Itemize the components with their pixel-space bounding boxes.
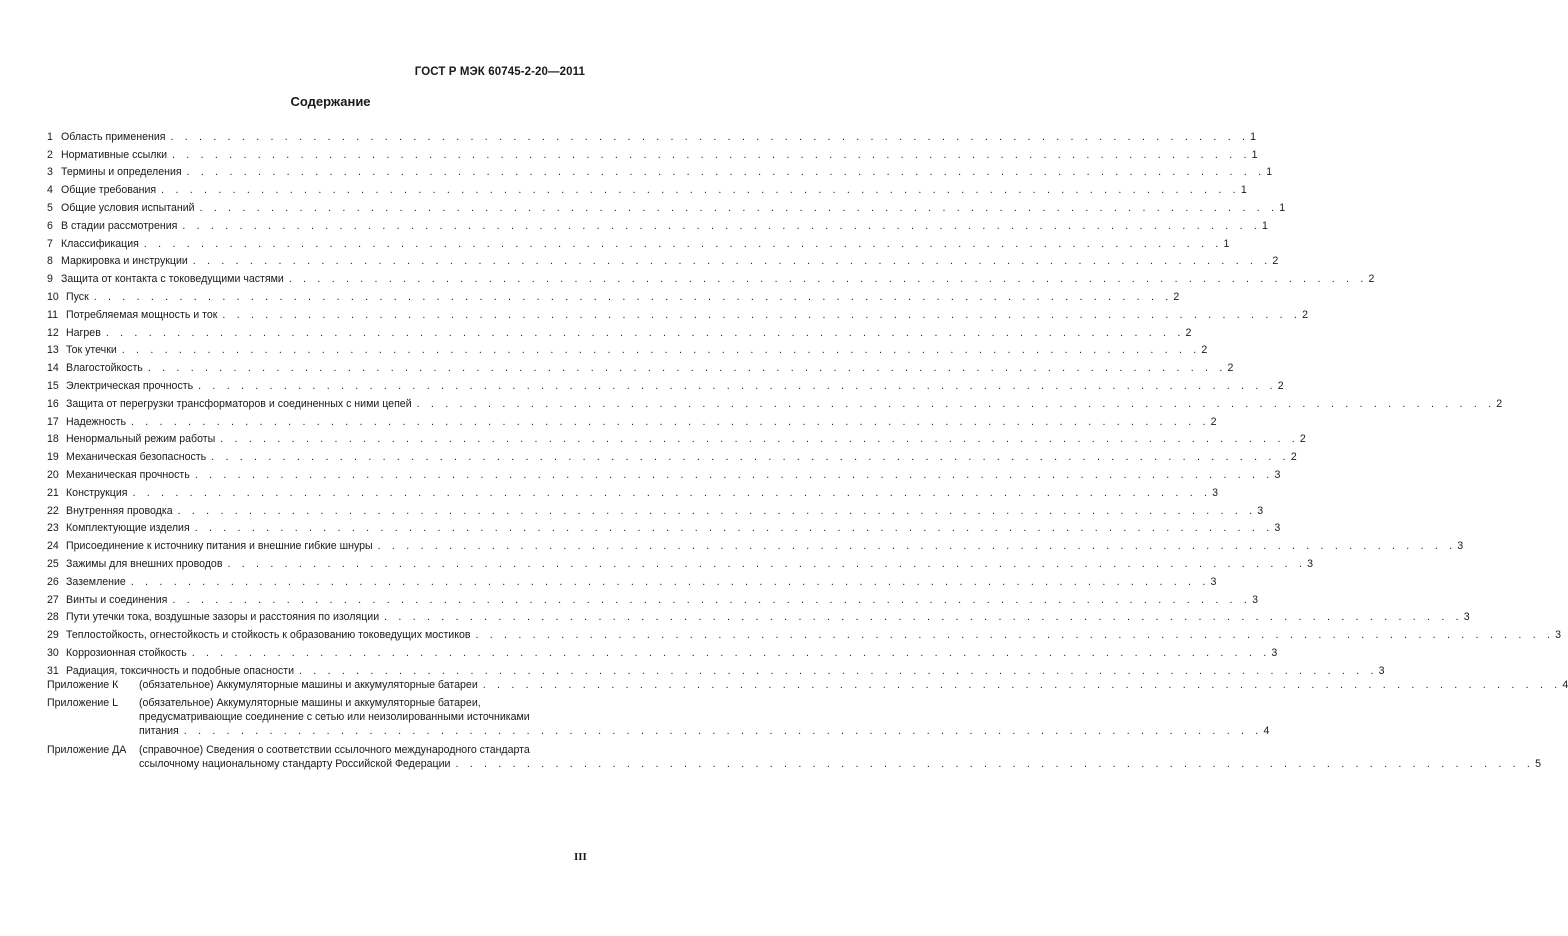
toc-item-page-number: 2 — [1290, 451, 1297, 464]
appendix-page-number: 5 — [1535, 757, 1541, 770]
dot-leader: . . . . . . . . . . . . . . . . . . . . . . . . . . . . . . . . . . . . . . . . . . . . . . . . . . . . . . . . . . . . . . . . . . . . . . . . . . . . — [198, 379, 1277, 392]
toc-item-number: 13 — [47, 344, 59, 357]
toc-item-page-number: 3 — [1252, 593, 1258, 606]
toc-item[interactable] — [47, 232, 1230, 250]
toc-item-title: Конструкция — [66, 486, 128, 499]
appendix-title-line: предусматривающие соединение с сетью или неизолированными источниками — [139, 710, 530, 723]
toc-item-title: Надежность — [66, 415, 126, 428]
page-number: III — [574, 851, 587, 863]
toc-item-page-number: 2 — [1277, 379, 1284, 392]
toc-items — [47, 125, 1562, 677]
toc-item-page-number: 3 — [1274, 522, 1281, 535]
toc-item-number: 14 — [47, 362, 59, 375]
toc-item-title: Защита от контакта с токоведущими частями — [61, 273, 284, 286]
dot-leader: . . . . . . . . . . . . . . . . . . . . . . . . . . . . . . . . . . . . . . . . . . . . . . . . . . . . . . . . . . . . . . . . . . . . . . . . . . . . — [170, 130, 1250, 143]
appendix-title-line: ссылочному национальному стандарту Российской Федерации — [139, 757, 451, 770]
appendix-title-line: (обязательное) Аккумуляторные машины и аккумуляторные батареи — [139, 678, 478, 691]
toc-item-number: 31 — [47, 664, 59, 677]
toc-item-title: Винты и соединения — [66, 593, 168, 606]
appendix-line — [139, 711, 1269, 725]
toc-item-page-number: 3 — [1463, 611, 1470, 624]
toc-item-page-number: 1 — [1240, 184, 1247, 197]
toc-item-number: 21 — [47, 486, 59, 499]
appendix-line — [139, 679, 1568, 693]
toc-item-number: 27 — [47, 593, 59, 606]
toc-item-page-number: 2 — [1299, 433, 1306, 446]
toc-item[interactable] — [47, 339, 1208, 357]
toc-item-title: Присоединение к источнику питания и внешние гибкие шнуры — [66, 540, 373, 553]
toc-item-number: 10 — [47, 290, 59, 303]
toc-item[interactable] — [47, 481, 1219, 499]
toc-item-page-number: 2 — [1302, 308, 1308, 321]
toc-item-page-number: 3 — [1210, 575, 1217, 588]
toc-item-title: Пути утечки тока, воздушные зазоры и расстояния по изоляции — [66, 611, 380, 624]
toc-item-number: 25 — [47, 557, 59, 570]
toc-item-number: 7 — [47, 237, 53, 250]
toc-item[interactable] — [47, 161, 1273, 179]
dot-leader: . . . . . . . . . . . . . . . . . . . . . . . . . . . . . . . . . . . . . . . . . . . . . . . . . . . . . . . . . . . . . . . . . . . . . . . . . . . . — [211, 451, 1290, 464]
appendix-line — [139, 697, 1269, 711]
toc-item-number: 12 — [47, 326, 59, 339]
toc-appendix-l[interactable] — [47, 696, 1270, 739]
dot-leader: . . . . . . . . . . . . . . . . . . . . . . . . . . . . . . . . . . . . . . . . . . . . . . . . . . . . . . . . . . . . . . . . . . . . . . . . . . . . — [132, 486, 1212, 499]
table-of-contents — [47, 125, 1568, 772]
toc-item-number: 28 — [47, 611, 59, 624]
toc-item-title: Зажимы для внешних проводов — [66, 557, 223, 570]
toc-item[interactable] — [47, 410, 1217, 428]
appendix-body — [139, 744, 1541, 772]
toc-item-title: Термины и определения — [61, 166, 182, 179]
appendix-label: Приложение К — [47, 678, 119, 691]
toc-item-page-number: 1 — [1250, 130, 1257, 143]
toc-item[interactable] — [47, 392, 1503, 410]
appendix-page-number: 4 — [1562, 678, 1568, 691]
toc-item-number: 8 — [47, 255, 53, 268]
toc-item[interactable] — [47, 178, 1247, 197]
toc-item-page-number: 3 — [1257, 504, 1264, 517]
toc-item-number: 22 — [47, 504, 59, 517]
toc-item[interactable] — [47, 143, 1258, 161]
toc-item-number: 26 — [47, 575, 59, 588]
toc-item-page-number: 1 — [1223, 237, 1230, 250]
toc-item[interactable] — [47, 534, 1464, 553]
toc-item-page-number: 1 — [1266, 166, 1273, 179]
dot-leader: . . . . . . . . . . . . . . . . . . . . . . . . . . . . . . . . . . . . . . . . . . . . . . . . . . . . . . . . . . . . . . . . . . . . . . . . . . . . — [186, 166, 1266, 179]
toc-item[interactable] — [47, 267, 1375, 286]
toc-item[interactable] — [47, 285, 1180, 303]
toc-item[interactable] — [47, 321, 1192, 339]
toc-item[interactable] — [47, 517, 1281, 535]
appendix-title-line: питания — [139, 724, 179, 737]
toc-item-title: Ненормальный режим работы — [66, 433, 216, 446]
toc-item-title: Механическая прочность — [66, 468, 190, 481]
toc-item-title: Классификация — [61, 237, 139, 250]
toc-item[interactable] — [47, 659, 1385, 677]
dot-leader: . . . . . . . . . . . . . . . . . . . . . . . . . . . . . . . . . . . . . . . . . . . . . . . . . . . . . . . . . . . . . . . . . . . . . . . . . . . . — [288, 273, 1368, 286]
appendix-title-line: (обязательное) Аккумуляторные машины и аккумуляторные батареи, — [139, 696, 481, 709]
toc-item-page-number: 2 — [1210, 415, 1217, 428]
dot-leader: . . . . . . . . . . . . . . . . . . . . . . . . . . . . . . . . . . . . . . . . . . . . . . . . . . . . . . . . . . . . . . . . . . . . . . . . . . . . — [143, 237, 1223, 250]
toc-item-page-number: 2 — [1173, 290, 1180, 303]
toc-item-title: Механическая безопасность — [66, 451, 207, 464]
toc-item-page-number: 3 — [1307, 557, 1313, 570]
toc-item-number: 23 — [47, 522, 59, 535]
toc-item-page-number: 1 — [1262, 219, 1268, 232]
toc-item-title: Влагостойкость — [66, 362, 143, 375]
toc-item-page-number: 3 — [1378, 664, 1385, 677]
appendix-label: Приложение ДА — [47, 743, 127, 756]
toc-item[interactable] — [47, 250, 1279, 268]
dot-leader: . . . . . . . . . . . . . . . . . . . . . . . . . . . . . . . . . . . . . . . . . . . . . . . . . . . . . . . . . . . . . . . . . . . . . . . . . . . . — [194, 522, 1274, 535]
toc-item[interactable] — [47, 374, 1284, 392]
toc-item-number: 4 — [47, 184, 53, 197]
toc-item-page-number: 2 — [1496, 397, 1503, 410]
dot-leader: . . . . . . . . . . . . . . . . . . . . . . . . . . . . . . . . . . . . . . . . . . . . . . . . . . . . . . . . . . . . . . . . . . . . . . . . . . . . — [172, 593, 1252, 606]
toc-item-title: Заземление — [66, 575, 126, 588]
dot-leader: . . . . . . . . . . . . . . . . . . . . . . . . . . . . . . . . . . . . . . . . . . . . . . . . . . . . . . . . . . . . . . . . . . . . . . . . . . . . — [377, 540, 1457, 553]
dot-leader: . . . . . . . . . . . . . . . . . . . . . . . . . . . . . . . . . . . . . . . . . . . . . . . . . . . . . . . . . . . . . . . . . . . . . . . . . . . . — [183, 724, 1263, 737]
toc-item[interactable] — [47, 641, 1278, 659]
toc-item-title: Нагрев — [66, 326, 101, 339]
dot-leader: . . . . . . . . . . . . . . . . . . . . . . . . . . . . . . . . . . . . . . . . . . . . . . . . . . . . . . . . . . . . . . . . . . . . . . . . . . . . — [172, 148, 1251, 161]
toc-item[interactable] — [47, 463, 1281, 481]
dot-leader: . . . . . . . . . . . . . . . . . . . . . . . . . . . . . . . . . . . . . . . . . . . . . . . . . . . . . . . . . . . . . . . . . . . . . . . . . . . . — [384, 611, 1463, 624]
standard-code: ГОСТ Р МЭК 60745-2-20—2011 — [414, 66, 585, 78]
toc-item-title: Общие требования — [61, 184, 157, 197]
toc-item-title: Коррозионная стойкость — [66, 646, 187, 659]
toc-item[interactable] — [47, 623, 1562, 642]
dot-leader: . . . . . . . . . . . . . . . . . . . . . . . . . . . . . . . . . . . . . . . . . . . . . . . . . . . . . . . . . . . . . . . . . . . . . . . . . . . . — [455, 757, 1535, 770]
toc-item-title: Маркировка и инструкции — [61, 255, 188, 268]
toc-item-title: Электрическая прочность — [66, 379, 194, 392]
toc-item[interactable] — [47, 499, 1264, 517]
toc-item[interactable] — [47, 570, 1217, 588]
dot-leader: . . . . . . . . . . . . . . . . . . . . . . . . . . . . . . . . . . . . . . . . . . . . . . . . . . . . . . . . . . . . . . . . . . . . . . . . . . . . — [482, 678, 1562, 691]
toc-item-title: Комплектующие изделия — [66, 522, 190, 535]
toc-item-number: 3 — [47, 166, 53, 179]
toc-item-title: Радиация, токсичность и подобные опасности — [66, 664, 294, 677]
toc-item-number: 11 — [47, 308, 58, 321]
toc-item-page-number: 2 — [1201, 344, 1208, 357]
toc-item[interactable] — [47, 214, 1268, 232]
appendix-label: Приложение L — [47, 696, 118, 709]
toc-item-number: 20 — [47, 468, 59, 481]
dot-leader: . . . . . . . . . . . . . . . . . . . . . . . . . . . . . . . . . . . . . . . . . . . . . . . . . . . . . . . . . . . . . . . . . . . . . . . . . . . . — [220, 433, 1299, 446]
toc-item-page-number: 3 — [1212, 486, 1219, 499]
toc-item-page-number: 3 — [1457, 540, 1464, 553]
toc-item-page-number: 2 — [1185, 326, 1192, 339]
toc-item[interactable] — [47, 445, 1297, 464]
toc-item-title: Общие условия испытаний — [61, 201, 195, 214]
dot-leader: . . . . . . . . . . . . . . . . . . . . . . . . . . . . . . . . . . . . . . . . . . . . . . . . . . . . . . . . . . . . . . . . . . . . . . . . . . . . — [182, 219, 1261, 232]
dot-leader: . . . . . . . . . . . . . . . . . . . . . . . . . . . . . . . . . . . . . . . . . . . . . . . . . . . . . . . . . . . . . . . . . . . . . . . . . . . . — [130, 575, 1210, 588]
toc-appendix-k[interactable] — [47, 678, 1568, 693]
toc-item[interactable] — [47, 303, 1308, 321]
dot-leader: . . . . . . . . . . . . . . . . . . . . . . . . . . . . . . . . . . . . . . . . . . . . . . . . . . . . . . . . . . . . . . . . . . . . . . . . . . . . — [191, 646, 1271, 659]
appendix-title-line: (справочное) Сведения о соответствии ссылочного международного стандарта — [139, 743, 530, 756]
dot-leader: . . . . . . . . . . . . . . . . . . . . . . . . . . . . . . . . . . . . . . . . . . . . . . . . . . . . . . . . . . . . . . . . . . . . . . . . . . . . — [121, 344, 1201, 357]
toc-item-page-number: 1 — [1251, 148, 1258, 161]
appendix-line — [139, 725, 1269, 739]
toc-item-title: Ток утечки — [66, 344, 117, 357]
toc-item-page-number: 2 — [1227, 362, 1234, 375]
appendix-body — [139, 697, 1269, 739]
toc-item-number: 9 — [47, 273, 53, 286]
toc-item-page-number: 1 — [1279, 201, 1286, 214]
toc-item-number: 6 — [47, 219, 53, 232]
dot-leader: . . . . . . . . . . . . . . . . . . . . . . . . . . . . . . . . . . . . . . . . . . . . . . . . . . . . . . . . . . . . . . . . . . . . . . . . . . . . — [416, 397, 1496, 410]
toc-item-number: 16 — [47, 397, 59, 410]
toc-item-number: 18 — [47, 433, 59, 446]
appendix-line — [139, 744, 1541, 758]
appendix-line — [139, 758, 1541, 772]
appendix-body — [139, 679, 1568, 693]
dot-leader: . . . . . . . . . . . . . . . . . . . . . . . . . . . . . . . . . . . . . . . . . . . . . . . . . . . . . . . . . . . . . . . . . . . . . . . . . . . . — [147, 362, 1227, 375]
toc-item-title: Пуск — [66, 290, 89, 303]
toc-item-title: Область применения — [61, 130, 166, 143]
toc-item[interactable] — [47, 588, 1258, 606]
toc-item-number: 24 — [47, 540, 59, 553]
toc-item-title: В стадии рассмотрения — [61, 219, 178, 232]
toc-item[interactable] — [47, 428, 1306, 446]
toc-item-title: Потребляемая мощность и ток — [66, 308, 218, 321]
toc-item[interactable] — [47, 606, 1470, 624]
toc-item-page-number: 2 — [1272, 255, 1279, 268]
toc-item-page-number: 3 — [1274, 468, 1281, 481]
toc-item-number: 5 — [47, 201, 53, 214]
toc-item[interactable] — [47, 125, 1257, 143]
toc-item[interactable] — [47, 196, 1286, 214]
dot-leader: . . . . . . . . . . . . . . . . . . . . . . . . . . . . . . . . . . . . . . . . . . . . . . . . . . . . . . . . . . . . . . . . . . . . . . . . . . . . — [199, 201, 1279, 214]
dot-leader: . . . . . . . . . . . . . . . . . . . . . . . . . . . . . . . . . . . . . . . . . . . . . . . . . . . . . . . . . . . . . . . . . . . . . . . . . . . . — [105, 326, 1185, 339]
appendix-page-number: 4 — [1263, 724, 1270, 737]
dot-leader: . . . . . . . . . . . . . . . . . . . . . . . . . . . . . . . . . . . . . . . . . . . . . . . . . . . . . . . . . . . . . . . . . . . . . . . . . . . . — [299, 664, 1378, 677]
toc-item-title: Внутренняя проводка — [66, 504, 173, 517]
toc-item-page-number: 2 — [1368, 273, 1375, 286]
dot-leader: . . . . . . . . . . . . . . . . . . . . . . . . . . . . . . . . . . . . . . . . . . . . . . . . . . . . . . . . . . . . . . . . . . . . . . . . . . . . — [192, 255, 1272, 268]
toc-item-page-number: 3 — [1555, 629, 1562, 642]
toc-appendix-da[interactable] — [47, 743, 1541, 772]
dot-leader: . . . . . . . . . . . . . . . . . . . . . . . . . . . . . . . . . . . . . . . . . . . . . . . . . . . . . . . . . . . . . . . . . . . . . . . . . . . . — [227, 557, 1307, 570]
toc-item-number: 15 — [47, 379, 59, 392]
toc-item-number: 1 — [47, 130, 53, 143]
toc-item-title: Защита от перегрузки трансформаторов и соединенных с ними цепей — [66, 397, 412, 410]
toc-item-title: Теплостойкость, огнестойкость и стойкость к образованию токоведущих мостиков — [66, 629, 471, 642]
dot-leader: . . . . . . . . . . . . . . . . . . . . . . . . . . . . . . . . . . . . . . . . . . . . . . . . . . . . . . . . . . . . . . . . . . . . . . . . . . . . — [194, 468, 1274, 481]
dot-leader: . . . . . . . . . . . . . . . . . . . . . . . . . . . . . . . . . . . . . . . . . . . . . . . . . . . . . . . . . . . . . . . . . . . . . . . . . . . . — [131, 415, 1210, 428]
dot-leader: . . . . . . . . . . . . . . . . . . . . . . . . . . . . . . . . . . . . . . . . . . . . . . . . . . . . . . . . . . . . . . . . . . . . . . . . . . . . — [93, 290, 1173, 303]
toc-item-number: 29 — [47, 629, 59, 642]
dot-leader: . . . . . . . . . . . . . . . . . . . . . . . . . . . . . . . . . . . . . . . . . . . . . . . . . . . . . . . . . . . . . . . . . . . . . . . . . . . . — [177, 504, 1257, 517]
toc-item-page-number: 3 — [1271, 646, 1278, 659]
dot-leader: . . . . . . . . . . . . . . . . . . . . . . . . . . . . . . . . . . . . . . . . . . . . . . . . . . . . . . . . . . . . . . . . . . . . . . . . . . . . — [161, 184, 1240, 197]
toc-item[interactable] — [47, 356, 1234, 375]
dot-leader: . . . . . . . . . . . . . . . . . . . . . . . . . . . . . . . . . . . . . . . . . . . . . . . . . . . . . . . . . . . . . . . . . . . . . . . . . . . . — [222, 308, 1302, 321]
toc-item-number: 19 — [47, 451, 59, 464]
toc-item-number: 30 — [47, 646, 59, 659]
dot-leader: . . . . . . . . . . . . . . . . . . . . . . . . . . . . . . . . . . . . . . . . . . . . . . . . . . . . . . . . . . . . . . . . . . . . . . . . . . . . — [475, 629, 1555, 642]
toc-item-number: 2 — [47, 148, 53, 161]
toc-item[interactable] — [47, 552, 1313, 570]
toc-item-title: Нормативные ссылки — [61, 148, 168, 161]
toc-title: Содержание — [290, 94, 371, 109]
toc-item-number: 17 — [47, 415, 59, 428]
